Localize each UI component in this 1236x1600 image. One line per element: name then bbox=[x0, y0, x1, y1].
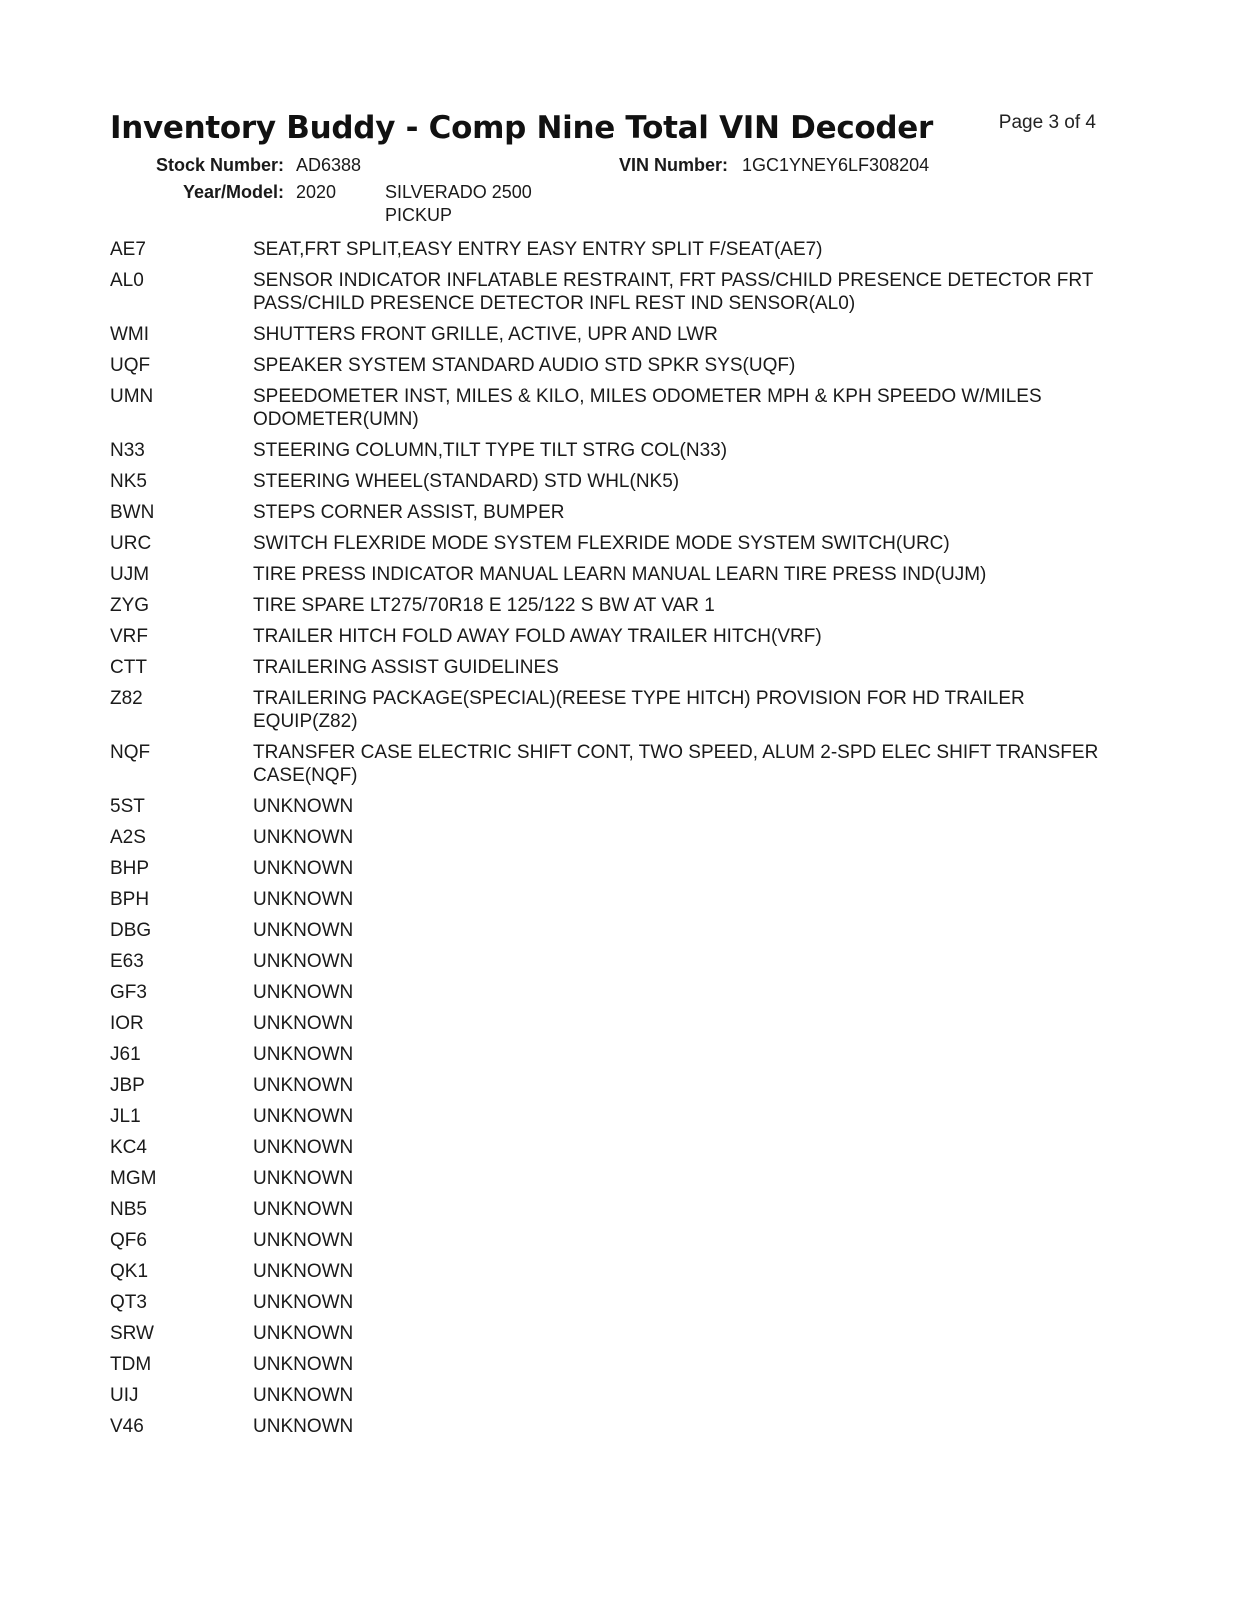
option-code: NK5 bbox=[110, 471, 147, 492]
option-code: WMI bbox=[110, 324, 150, 345]
option-description: UNKNOWN bbox=[253, 858, 354, 879]
option-row bbox=[110, 1074, 1110, 1097]
option-description: UNKNOWN bbox=[253, 1385, 354, 1406]
option-code: Z82 bbox=[110, 688, 143, 709]
model-line-1: SILVERADO 2500 bbox=[385, 182, 532, 202]
option-row bbox=[110, 1229, 1110, 1252]
option-description: TRAILERING PACKAGE(SPECIAL)(REESE TYPE HITCH) PROVISION FOR HD TRAILER EQUIP(Z82) bbox=[253, 688, 1025, 732]
option-code: NB5 bbox=[110, 1199, 147, 1220]
option-row bbox=[110, 501, 1110, 524]
year-value: 2020 bbox=[296, 182, 337, 202]
option-description: UNKNOWN bbox=[253, 1044, 354, 1065]
option-code: QK1 bbox=[110, 1261, 149, 1282]
option-description: SEAT,FRT SPLIT,EASY ENTRY EASY ENTRY SPLIT F/SEAT(AE7) bbox=[253, 239, 823, 260]
option-code: BPH bbox=[110, 889, 150, 910]
option-description: UNKNOWN bbox=[253, 1137, 354, 1158]
option-code: URC bbox=[110, 533, 152, 554]
option-description: TIRE SPARE LT275/70R18 E 125/122 S BW AT VAR 1 bbox=[253, 595, 715, 616]
option-code: GF3 bbox=[110, 982, 147, 1003]
option-row bbox=[110, 857, 1110, 880]
option-row bbox=[110, 1105, 1110, 1128]
option-code: UQF bbox=[110, 355, 151, 376]
option-description: SPEAKER SYSTEM STANDARD AUDIO STD SPKR SYS(UQF) bbox=[253, 355, 796, 376]
option-row bbox=[110, 625, 1110, 648]
option-row bbox=[110, 826, 1110, 849]
option-row bbox=[110, 594, 1110, 617]
option-code: A2S bbox=[110, 827, 146, 848]
option-description: UNKNOWN bbox=[253, 920, 354, 941]
option-row bbox=[110, 385, 1110, 431]
option-description: UNKNOWN bbox=[253, 1323, 354, 1344]
option-code: CTT bbox=[110, 657, 147, 678]
option-code: MGM bbox=[110, 1168, 157, 1189]
option-row bbox=[110, 1198, 1110, 1221]
option-description: SHUTTERS FRONT GRILLE, ACTIVE, UPR AND LWR bbox=[253, 324, 718, 345]
option-code: BHP bbox=[110, 858, 150, 879]
option-code: UJM bbox=[110, 564, 150, 585]
option-description: UNKNOWN bbox=[253, 1416, 354, 1437]
option-code: UIJ bbox=[110, 1385, 139, 1406]
option-row bbox=[110, 919, 1110, 942]
option-row bbox=[110, 1136, 1110, 1159]
option-row bbox=[110, 238, 1110, 261]
page-title: Inventory Buddy - Comp Nine Total VIN Decoder bbox=[110, 110, 934, 146]
option-row bbox=[110, 1291, 1110, 1314]
option-description: UNKNOWN bbox=[253, 1075, 354, 1096]
option-row bbox=[110, 563, 1110, 586]
option-row bbox=[110, 1260, 1110, 1283]
option-code: UMN bbox=[110, 386, 154, 407]
option-code: QT3 bbox=[110, 1292, 147, 1313]
option-code: JBP bbox=[110, 1075, 145, 1096]
option-code: N33 bbox=[110, 440, 145, 461]
option-description: TIRE PRESS INDICATOR MANUAL LEARN MANUAL LEARN TIRE PRESS IND(UJM) bbox=[253, 564, 987, 585]
option-description: TRAILERING ASSIST GUIDELINES bbox=[253, 657, 559, 678]
option-code: E63 bbox=[110, 951, 144, 972]
option-code: BWN bbox=[110, 502, 155, 523]
stock-number-label: Stock Number: bbox=[155, 155, 284, 175]
option-description: UNKNOWN bbox=[253, 982, 354, 1003]
option-description: UNKNOWN bbox=[253, 951, 354, 972]
option-code: IOR bbox=[110, 1013, 144, 1034]
option-row bbox=[110, 354, 1110, 377]
option-description: STEPS CORNER ASSIST, BUMPER bbox=[253, 502, 565, 523]
option-code: AL0 bbox=[110, 270, 144, 291]
option-row bbox=[110, 1415, 1110, 1438]
option-code: 5ST bbox=[110, 796, 145, 817]
option-row bbox=[110, 1322, 1110, 1345]
option-row bbox=[110, 470, 1110, 493]
option-description: UNKNOWN bbox=[253, 827, 354, 848]
option-row bbox=[110, 687, 1110, 733]
option-code: QF6 bbox=[110, 1230, 147, 1251]
option-code: AE7 bbox=[110, 239, 146, 260]
option-code: JL1 bbox=[110, 1106, 141, 1127]
option-row bbox=[110, 795, 1110, 818]
vin-number-label: VIN Number: bbox=[618, 155, 728, 175]
option-row bbox=[110, 323, 1110, 346]
option-row bbox=[110, 269, 1110, 315]
option-code: J61 bbox=[110, 1044, 141, 1065]
option-code: SRW bbox=[110, 1323, 154, 1344]
option-description: STEERING COLUMN,TILT TYPE TILT STRG COL(N33) bbox=[253, 440, 728, 461]
option-row bbox=[110, 888, 1110, 911]
option-description: UNKNOWN bbox=[253, 1230, 354, 1251]
option-row bbox=[110, 741, 1110, 787]
option-row bbox=[110, 439, 1110, 462]
option-description: TRANSFER CASE ELECTRIC SHIFT CONT, TWO SPEED, ALUM 2-SPD ELEC SHIFT TRANSFER CASE(NQF) bbox=[253, 742, 1099, 786]
option-description: STEERING WHEEL(STANDARD) STD WHL(NK5) bbox=[253, 471, 680, 492]
option-description: UNKNOWN bbox=[253, 1013, 354, 1034]
option-code: NQF bbox=[110, 742, 151, 763]
option-row bbox=[110, 981, 1110, 1004]
option-description: UNKNOWN bbox=[253, 796, 354, 817]
vin-number-value: 1GC1YNEY6LF308204 bbox=[742, 155, 930, 175]
option-row bbox=[110, 1167, 1110, 1190]
option-code: KC4 bbox=[110, 1137, 147, 1158]
option-description: SENSOR INDICATOR INFLATABLE RESTRAINT, FRT PASS/CHILD PRESENCE DETECTOR FRT PASS/CHILD PRESENCE DETECTOR INFL REST IND SENSOR(AL0) bbox=[253, 270, 1094, 314]
option-code: VRF bbox=[110, 626, 148, 647]
option-description: UNKNOWN bbox=[253, 1106, 354, 1127]
option-row bbox=[110, 1043, 1110, 1066]
option-description: UNKNOWN bbox=[253, 1292, 354, 1313]
option-code: V46 bbox=[110, 1416, 144, 1437]
option-row bbox=[110, 1012, 1110, 1035]
option-row bbox=[110, 656, 1110, 679]
option-description: TRAILER HITCH FOLD AWAY FOLD AWAY TRAILER HITCH(VRF) bbox=[253, 626, 822, 647]
option-code-list bbox=[110, 238, 1110, 1446]
option-description: UNKNOWN bbox=[253, 889, 354, 910]
model-line-2: PICKUP bbox=[385, 205, 453, 225]
year-model-label: Year/Model: bbox=[182, 182, 284, 202]
option-description: UNKNOWN bbox=[253, 1354, 354, 1375]
option-code: DBG bbox=[110, 920, 152, 941]
option-row bbox=[110, 1384, 1110, 1407]
option-code: ZYG bbox=[110, 595, 150, 616]
option-description: SWITCH FLEXRIDE MODE SYSTEM FLEXRIDE MODE SYSTEM SWITCH(URC) bbox=[253, 533, 950, 554]
option-description: UNKNOWN bbox=[253, 1199, 354, 1220]
page-number: Page 3 of 4 bbox=[998, 112, 1096, 133]
option-row bbox=[110, 532, 1110, 555]
option-row bbox=[110, 1353, 1110, 1376]
stock-number-value: AD6388 bbox=[296, 155, 362, 175]
option-description: UNKNOWN bbox=[253, 1168, 354, 1189]
option-description: UNKNOWN bbox=[253, 1261, 354, 1282]
option-row bbox=[110, 950, 1110, 973]
option-code: TDM bbox=[110, 1354, 152, 1375]
option-description: SPEEDOMETER INST, MILES & KILO, MILES ODOMETER MPH & KPH SPEEDO W/MILES ODOMETER(UMN) bbox=[253, 386, 1042, 430]
